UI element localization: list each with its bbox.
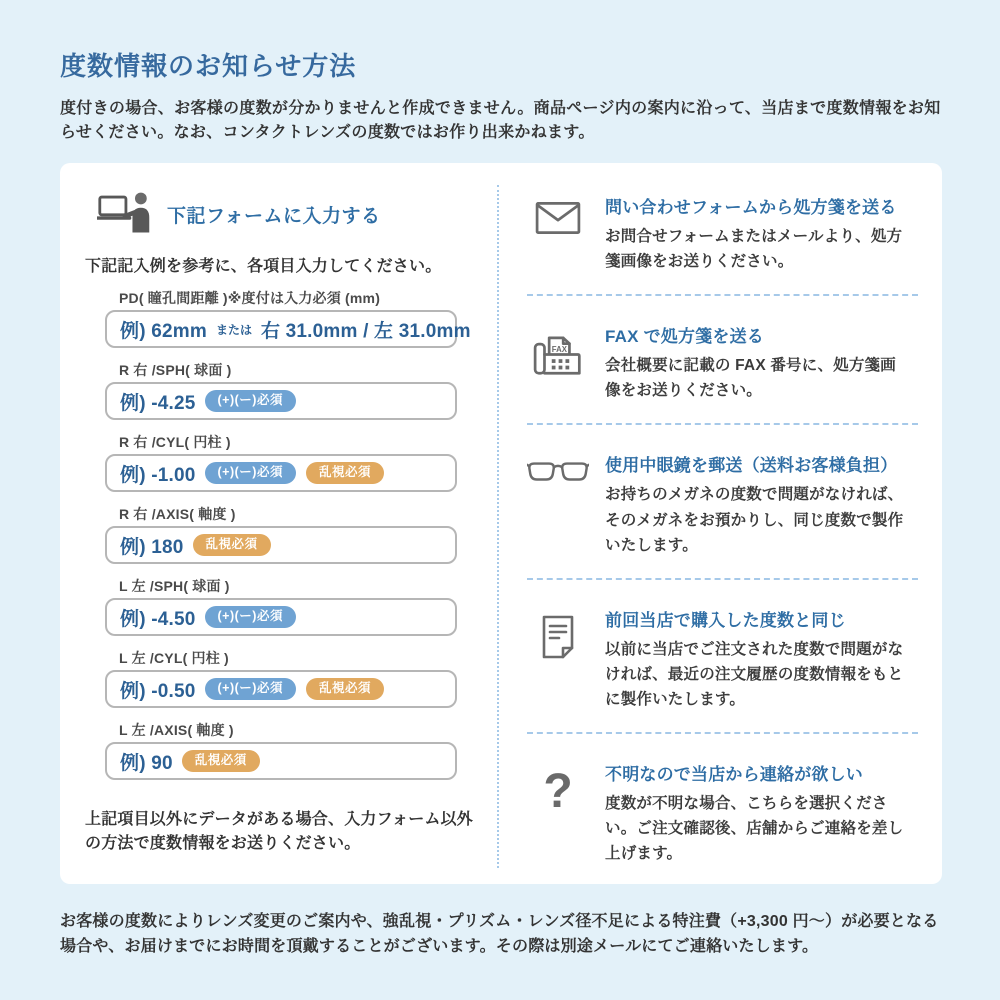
- question-icon: ?: [543, 765, 573, 819]
- method-divider: [527, 578, 918, 580]
- field-label: R 右 /SPH( 球面 ): [119, 362, 232, 378]
- method-content: [605, 193, 905, 274]
- method-title: FAX で処方箋を送る: [605, 327, 764, 347]
- glasses-icon: [527, 451, 589, 557]
- field-example-2: 右 31.0mm / 左 31.0mm: [260, 320, 471, 342]
- methods-list: [499, 163, 942, 884]
- field-badges: [205, 606, 296, 628]
- required-badge-orange: 乱視必須: [182, 750, 260, 772]
- method-item: [527, 451, 918, 557]
- mail-icon: [527, 193, 589, 274]
- form-field: [105, 505, 457, 564]
- method-body: 度数が不明な場合、こちらを選択ください。ご注文確認後、店舗からご連絡を差し上げます。: [605, 795, 904, 863]
- method-body: 以前に当店でご注文された度数で問題がなければ、最近の注文履歴の度数情報をもとに製作いたします。: [605, 640, 904, 708]
- field-example-box: [105, 382, 457, 420]
- required-badge-blue: (+)(ー)必須: [205, 678, 296, 700]
- method-body: 会社概要に記載の FAX 番号に、処方箋画像をお送りください。: [605, 357, 896, 400]
- field-label: L 左 /AXIS( 軸度 ): [119, 722, 234, 738]
- field-badges: [205, 462, 384, 484]
- method-content: [605, 606, 905, 712]
- field-example: 例) 62mm: [120, 320, 207, 342]
- field-label: L 左 /SPH( 球面 ): [119, 578, 230, 594]
- field-example-box: [105, 310, 471, 348]
- form-field: [105, 721, 457, 780]
- method-content: [605, 760, 905, 866]
- method-item: [527, 193, 918, 274]
- method-divider: [527, 294, 918, 296]
- method-title: 不明なので当店から連絡が欲しい: [605, 765, 863, 785]
- form-heading: 下記フォームに入力する: [167, 206, 381, 227]
- required-badge-blue: (+)(ー)必須: [205, 390, 296, 412]
- field-badges: [205, 390, 296, 412]
- field-label: R 右 /CYL( 円柱 ): [119, 434, 231, 450]
- method-item: [527, 322, 918, 403]
- method-item: [527, 606, 918, 712]
- field-or-text: または: [215, 322, 252, 337]
- method-title: 使用中眼鏡を郵送（送料お客様負担）: [605, 456, 898, 476]
- document-icon: [527, 606, 589, 712]
- form-field: [105, 361, 457, 420]
- field-example: 例) 90: [120, 752, 173, 774]
- field-example: 例) -4.25: [120, 392, 196, 414]
- form-field: [105, 649, 457, 708]
- form-instruction: 下記記入例を参考に、各項目入力してください。: [85, 258, 442, 275]
- intro-text: 度付きの場合、お客様の度数が分かりませんと作成できません。商品ページ内の案内に沿って、当店まで度数情報をお知らせください。なお、コンタクトレンズの度数ではお作り出来かねます。: [60, 100, 941, 141]
- method-title: 問い合わせフォームから処方箋を送る: [605, 198, 897, 217]
- field-label: L 左 /CYL( 円柱 ): [119, 650, 229, 666]
- form-fields: [105, 289, 471, 780]
- field-label: PD( 瞳孔間距離 )※度付は入力必須 (mm): [119, 290, 381, 306]
- presenter-icon: [97, 191, 153, 238]
- form-field: [105, 577, 457, 636]
- field-example: 例) 180: [120, 536, 184, 558]
- required-badge-orange: 乱視必須: [193, 534, 271, 556]
- field-badges: [182, 750, 260, 772]
- required-badge-blue: (+)(ー)必須: [205, 606, 296, 628]
- field-example: 例) -4.50: [120, 608, 196, 630]
- field-badges: [193, 534, 271, 556]
- form-heading-row: [85, 191, 483, 238]
- method-body: お問合せフォームまたはメールより、処方箋画像をお送りください。: [605, 228, 903, 271]
- method-content: [605, 322, 905, 403]
- page-title: 度数情報のお知らせ方法: [60, 51, 357, 81]
- required-badge-blue: (+)(ー)必須: [205, 462, 296, 484]
- method-content: [605, 451, 905, 557]
- field-label: R 右 /AXIS( 軸度 ): [119, 506, 236, 522]
- field-example-box: [105, 526, 457, 564]
- field-example-box: [105, 454, 457, 492]
- fax-icon: [527, 322, 589, 403]
- field-example: 例) -0.50: [120, 680, 196, 702]
- svg-text:FAX: FAX: [551, 345, 567, 355]
- method-body: お持ちのメガネの度数で問題がなければ、そのメガネをお預かりし、同じ度数で製作いたします。: [605, 486, 904, 554]
- required-badge-orange: 乱視必須: [306, 678, 384, 700]
- form-note: 上記項目以外にデータがある場合、入力フォーム以外の方法で度数情報をお送りください。: [85, 811, 474, 852]
- required-badge-orange: 乱視必須: [306, 462, 384, 484]
- form-section: [60, 163, 497, 884]
- method-divider: [527, 732, 918, 734]
- field-example-box: [105, 598, 457, 636]
- method-divider: [527, 423, 918, 425]
- field-example-box: [105, 670, 457, 708]
- form-field: [105, 433, 457, 492]
- field-badges: [205, 678, 384, 700]
- method-title: 前回当店で購入した度数と同じ: [605, 610, 846, 630]
- field-example-box: [105, 742, 457, 780]
- methods-card: [60, 163, 942, 884]
- form-field: [105, 289, 471, 348]
- footer-note: お客様の度数によりレンズ変更のご案内や、強乱視・プリズム・レンズ径不足による特注費（+3,300 円～）が必要となる場合や、お届けまでにお時間を頂戴することがございます。その際は別途メールにてご連絡いたします。: [60, 913, 939, 956]
- method-item: [527, 760, 918, 866]
- field-example: 例) -1.00: [120, 464, 196, 486]
